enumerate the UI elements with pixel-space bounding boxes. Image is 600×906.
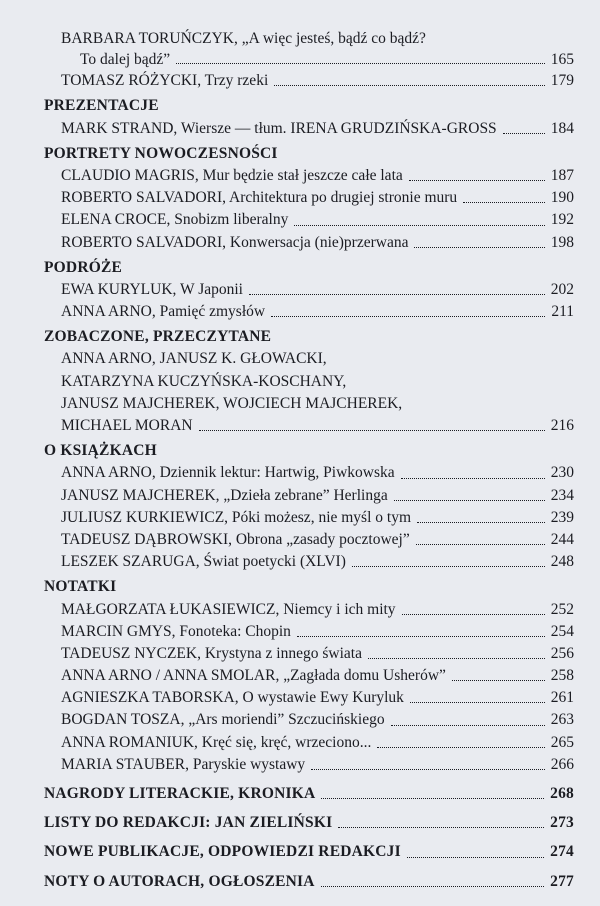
toc-entry-text: ANNA ROMANIUK, Kręć się, kręć, wrzeciono... (61, 733, 372, 751)
toc-entry (44, 462, 574, 484)
toc-page-number: 239 (550, 508, 574, 526)
toc-section-heading (44, 812, 574, 834)
toc-entry (44, 50, 574, 70)
toc-entry (44, 187, 574, 209)
toc-section-heading (44, 95, 574, 117)
toc-section-heading (44, 871, 574, 893)
toc-entry-text: ZOBACZONE, PRZECZYTANE (44, 328, 272, 346)
dot-leader (417, 522, 545, 523)
toc-page-number: 211 (551, 303, 574, 321)
toc-entry-text: ROBERTO SALVADORI, Konwersacja (nie)przerwana (61, 233, 409, 251)
toc-entry-text: MARK STRAND, Wiersze — tłum. IRENA GRUDZIŃSKA-GROSS (61, 119, 497, 137)
dot-leader (401, 478, 545, 479)
toc-entry-text: ANNA ARNO / ANNA SMOLAR, „Zagłada domu Usherów” (61, 667, 446, 685)
dot-leader (311, 769, 545, 770)
toc-section-heading (44, 143, 574, 165)
toc-entry (44, 165, 574, 187)
toc-entry (44, 709, 574, 731)
toc-page-number: 230 (550, 464, 574, 482)
dot-leader (294, 225, 544, 226)
toc-entry-text: CLAUDIO MAGRIS, Mur będzie stał jeszcze całe lata (61, 166, 403, 184)
toc-entry-text: AGNIESZKA TABORSKA, O wystawie Ewy Kuryluk (61, 689, 404, 707)
toc-section-heading (44, 326, 574, 348)
toc-entry (44, 348, 574, 370)
dot-leader (410, 702, 545, 703)
toc-entry (44, 393, 574, 415)
toc-page-number: 165 (550, 51, 574, 69)
toc-page-number: 248 (550, 553, 574, 571)
toc-entry (44, 551, 574, 573)
toc-entry (44, 754, 574, 776)
dot-leader (452, 680, 545, 681)
toc-entry (44, 371, 574, 393)
toc-entry (44, 70, 574, 92)
toc-entry (44, 621, 574, 643)
toc-page-number: 265 (550, 733, 574, 751)
dot-leader (321, 886, 544, 887)
toc-entry-text: BARBARA TORUŃCZYK, „A więc jesteś, bądź co bądź? (61, 30, 426, 47)
toc-section-heading (44, 783, 574, 805)
toc-entry-text: MICHAEL MORAN (61, 417, 193, 434)
dot-leader (321, 798, 544, 799)
toc-entry-text: NAGRODY LITERACKIE, KRONIKA (44, 785, 316, 802)
dot-leader (297, 636, 545, 637)
toc-entry-text: MAŁGORZATA ŁUKASIEWICZ, Niemcy i ich mity (61, 600, 396, 618)
dot-leader (394, 500, 545, 501)
toc-entry (44, 485, 574, 507)
toc-entry-text: NOWE PUBLIKACJE, ODPOWIEDZI REDAKCJI (44, 843, 401, 861)
toc-entry-text: ROBERTO SALVADORI, Architektura po drugiej stronie muru (61, 189, 458, 207)
dot-leader (402, 614, 545, 615)
toc-entry (44, 415, 574, 437)
toc-entry (44, 301, 574, 323)
toc-page-number: 252 (550, 600, 574, 618)
toc-entry-text: PODRÓŻE (44, 258, 123, 276)
dot-leader (463, 202, 545, 203)
dot-leader (414, 247, 544, 248)
toc-page-number: 263 (550, 711, 574, 729)
dot-leader (503, 133, 545, 134)
toc-entry (44, 232, 574, 254)
dot-leader (391, 725, 545, 726)
dot-leader (338, 827, 544, 828)
toc-page-number: 190 (550, 189, 574, 207)
toc-entry-text: MARIA STAUBER, Paryskie wystawy (61, 755, 306, 773)
toc-page-number: 266 (550, 755, 574, 773)
table-of-contents (44, 28, 574, 893)
toc-entry-text: TADEUSZ NYCZEK, Krystyna z innego świata (61, 644, 362, 662)
toc-page-number: 187 (550, 166, 574, 184)
toc-page-number: 277 (550, 872, 574, 890)
toc-entry-text: MARCIN GMYS, Fonoteka: Chopin (61, 622, 291, 640)
dot-leader (416, 544, 545, 545)
toc-entry (44, 687, 574, 709)
toc-entry (44, 665, 574, 687)
dot-leader (274, 85, 545, 86)
toc-entry-text: ANNA ARNO, Pamięć zmysłów (61, 303, 266, 321)
toc-page-number: 254 (550, 622, 574, 640)
toc-entry (44, 209, 574, 231)
toc-page-number: 256 (550, 644, 574, 662)
dot-leader (271, 316, 545, 317)
toc-entry-text: ELENA CROCE, Snobizm liberalny (61, 211, 289, 229)
toc-entry-text: LESZEK SZARUGA, Świat poetycki (XLVI) (61, 553, 346, 571)
dot-leader (176, 63, 545, 64)
toc-page-number: 268 (550, 785, 574, 802)
toc-entry (44, 279, 574, 301)
toc-entry (44, 118, 574, 140)
toc-entry-text: PREZENTACJE (44, 97, 159, 115)
dot-leader (368, 658, 545, 659)
toc-entry-text: NOTY O AUTORACH, OGŁOSZENIA (44, 872, 315, 890)
toc-page-number: 273 (550, 814, 574, 832)
dot-leader (352, 566, 545, 567)
toc-entry (44, 507, 574, 529)
toc-entry-text: JANUSZ MAJCHEREK, WOJCIECH MAJCHEREK, (61, 394, 403, 412)
toc-entry (44, 529, 574, 551)
toc-page-number: 192 (550, 211, 574, 229)
dot-leader (249, 294, 545, 295)
toc-entry-text: EWA KURYLUK, W Japonii (61, 280, 243, 298)
toc-entry-text: JULIUSZ KURKIEWICZ, Póki możesz, nie myśl o tym (61, 508, 412, 526)
toc-entry-text: O KSIĄŻKACH (44, 442, 157, 460)
toc-entry (44, 732, 574, 754)
toc-page-number: 234 (550, 486, 574, 504)
toc-entry-text: TADEUSZ DĄBROWSKI, Obrona „zasady pocztowej” (61, 530, 410, 548)
toc-entry-text: LISTY DO REDAKCJI: JAN ZIELIŃSKI (44, 814, 333, 832)
toc-entry (44, 643, 574, 665)
toc-page-number: 202 (550, 280, 574, 298)
dot-leader (409, 180, 545, 181)
toc-entry-text: To dalej bądź” (80, 51, 171, 69)
toc-section-heading (44, 440, 574, 462)
dot-leader (377, 747, 544, 748)
dot-leader (407, 857, 544, 858)
toc-page-number: 216 (550, 417, 574, 434)
toc-entry-text: NOTATKI (44, 578, 117, 596)
toc-page-number: 179 (550, 72, 574, 90)
toc-section-heading (44, 257, 574, 279)
dot-leader (199, 430, 545, 431)
toc-entry-text: TOMASZ RÓŻYCKI, Trzy rzeki (61, 72, 269, 90)
toc-entry (44, 599, 574, 621)
toc-entry-text: ANNA ARNO, JANUSZ K. GŁOWACKI, (61, 350, 327, 368)
toc-page-number: 274 (550, 843, 574, 861)
toc-entry (44, 28, 574, 50)
toc-section-heading (44, 576, 574, 598)
toc-section-heading (44, 841, 574, 863)
toc-page-number: 244 (550, 530, 574, 548)
toc-entry-text: BOGDAN TOSZA, „Ars moriendi” Szczucińskiego (61, 711, 385, 729)
toc-page-number: 261 (550, 689, 574, 707)
toc-entry-text: JANUSZ MAJCHEREK, „Dzieła zebrane” Herlinga (61, 486, 388, 504)
toc-page-number: 258 (550, 667, 574, 685)
toc-page-number: 198 (550, 233, 574, 251)
toc-page-number: 184 (550, 119, 574, 137)
toc-entry-text: KATARZYNA KUCZYŃSKA-KOSCHANY, (61, 372, 347, 390)
toc-entry-text: PORTRETY NOWOCZESNOŚCI (44, 144, 278, 162)
toc-entry-text: ANNA ARNO, Dziennik lektur: Hartwig, Piwkowska (61, 464, 395, 482)
